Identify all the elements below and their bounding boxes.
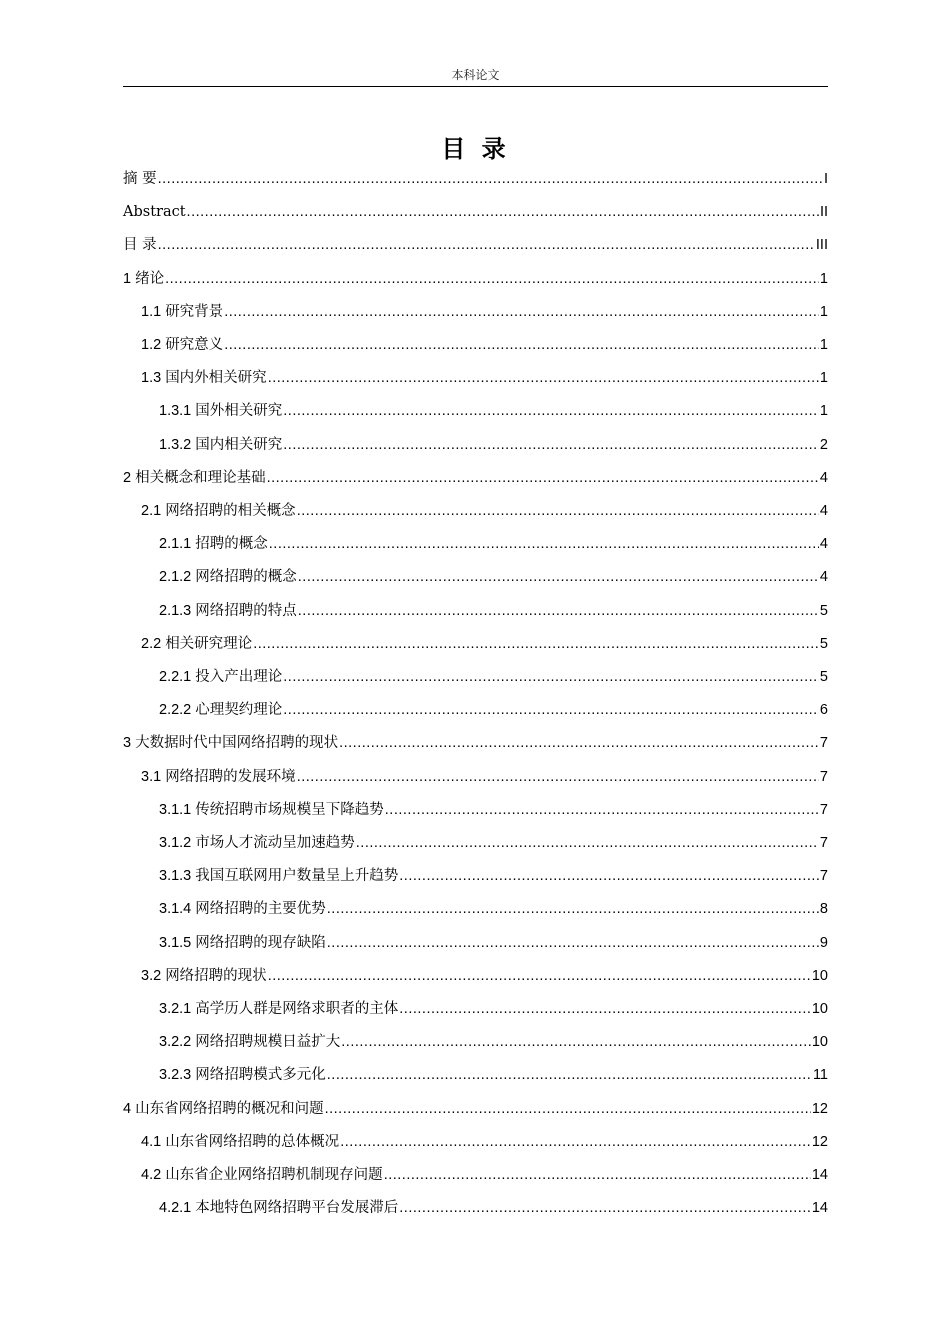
toc-entry-number: 4.2.1 [159, 1200, 196, 1217]
toc-entry-number: 1.1 [141, 303, 166, 320]
toc-entry[interactable] [123, 166, 828, 192]
toc-entry[interactable] [159, 896, 828, 922]
toc-leader-dots [399, 1195, 811, 1221]
toc-entry-label: 目 录 [123, 237, 157, 254]
toc-entry[interactable] [123, 465, 828, 491]
toc-entry[interactable] [159, 930, 828, 956]
toc-entry-number: 4 [123, 1100, 136, 1117]
toc-entry-number: 2.1.1 [159, 536, 196, 553]
toc-entry-number: 2.2.2 [159, 702, 196, 719]
toc-entry-page: 4 [819, 503, 828, 519]
toc-leader-dots [224, 299, 819, 325]
toc-entry-label: 相关研究理论 [165, 635, 253, 652]
toc-entry[interactable] [159, 996, 828, 1022]
toc-entry-page: III [815, 237, 828, 254]
toc-entry-page: 1 [819, 270, 828, 287]
toc-entry[interactable] [123, 730, 828, 756]
toc-entry-page: 4 [819, 569, 828, 586]
toc-entry-label: 网络招聘的主要优势 [195, 901, 326, 918]
toc-entry-page: 4 [819, 469, 828, 486]
toc-entry[interactable] [141, 963, 828, 989]
toc-entry[interactable] [159, 830, 828, 856]
toc-entry-number: 3.1.2 [159, 835, 196, 851]
toc-entry-label: 国外相关研究 [195, 403, 283, 420]
toc-entry-number: 4.2 [141, 1167, 166, 1183]
toc-entry[interactable] [141, 498, 828, 524]
toc-entry-label: 心理契约理论 [195, 702, 283, 719]
toc-leader-dots [267, 465, 819, 491]
toc-entry-page: II [819, 204, 828, 221]
toc-entry-page: 14 [811, 1167, 828, 1183]
toc-entry[interactable] [123, 266, 828, 292]
toc-entry-label: Abstract [123, 204, 186, 221]
toc-entry-page: 1 [819, 337, 828, 353]
toc-entry-label: 网络招聘规模日益扩大 [195, 1034, 341, 1051]
toc-entry-label: 大数据时代中国网络招聘的现状 [135, 735, 339, 752]
toc-entry[interactable] [159, 1195, 828, 1221]
toc-entry-number: 3.1 [141, 768, 166, 785]
toc-leader-dots [399, 863, 819, 889]
toc-leader-dots [298, 598, 819, 624]
toc-entry-page: 7 [819, 768, 828, 785]
toc-entry[interactable] [141, 299, 828, 325]
toc-entry-label: 网络招聘模式多元化 [195, 1067, 326, 1084]
toc-entry-label: 国内相关研究 [195, 436, 283, 453]
toc-entry-number: 3.2.3 [159, 1067, 196, 1084]
toc-entry-label: 研究意义 [165, 337, 224, 353]
toc-entry-page: 12 [811, 1133, 828, 1150]
toc-leader-dots [268, 365, 819, 391]
toc-entry-page: 10 [811, 967, 828, 984]
toc-leader-dots [268, 963, 811, 989]
toc-entry-label: 网络招聘的概念 [195, 569, 297, 586]
toc-entry-page: 7 [819, 801, 828, 818]
toc-entry-label: 投入产出理论 [195, 669, 283, 685]
toc-leader-dots [341, 1029, 811, 1055]
toc-entry-number: 3 [123, 735, 136, 752]
toc-entry-label: 我国互联网用户数量呈上升趋势 [195, 868, 399, 885]
toc-entry-label: 网络招聘的相关概念 [165, 503, 296, 519]
toc-leader-dots [384, 1162, 811, 1188]
toc-entry-page: 7 [819, 735, 828, 752]
toc-entry-number: 2.2 [141, 635, 166, 652]
toc-entry-page: 1 [819, 303, 828, 320]
toc-leader-dots [327, 896, 819, 922]
toc-entry-label: 高学历人群是网络求职者的主体 [195, 1001, 399, 1017]
toc-entry-number: 2.1.3 [159, 602, 196, 619]
toc-entry-page: 5 [819, 602, 828, 619]
toc-entry-label: 网络招聘的现状 [165, 967, 267, 984]
toc-leader-dots [283, 432, 819, 458]
toc-leader-dots [327, 930, 819, 956]
toc-entry-label: 山东省网络招聘的总体概况 [165, 1133, 340, 1150]
toc-entry-number: 2.2.1 [159, 669, 196, 685]
toc-entry[interactable] [123, 1096, 828, 1122]
toc-leader-dots [298, 564, 819, 590]
toc-leader-dots [253, 631, 819, 657]
toc-entry-page: 6 [819, 702, 828, 719]
toc-entry[interactable] [141, 1129, 828, 1155]
toc-entry[interactable] [123, 199, 828, 225]
toc-entry-number: 2.1.2 [159, 569, 196, 586]
toc-entry-page: 5 [819, 669, 828, 685]
toc-entry[interactable] [159, 697, 828, 723]
toc-leader-dots [297, 764, 819, 790]
toc-entry-page: 1 [819, 370, 828, 387]
toc-leader-dots [269, 531, 819, 557]
toc-entry-number: 1.2 [141, 337, 166, 353]
toc-entry-number: 1 [123, 270, 136, 287]
toc-entry-number: 4.1 [141, 1133, 166, 1150]
toc-leader-dots [165, 266, 819, 292]
toc-entry[interactable] [141, 631, 828, 657]
toc-entry-page: I [823, 171, 828, 187]
toc-entry[interactable] [159, 398, 828, 424]
toc-entry-page: 12 [811, 1100, 828, 1117]
toc-entry-number: 3.2.1 [159, 1001, 196, 1017]
toc-entry-number: 1.3.2 [159, 436, 196, 453]
toc-leader-dots [385, 797, 819, 823]
toc-entry-page: 8 [819, 901, 828, 918]
toc-entry-label: 绪论 [135, 270, 165, 287]
header-rule [123, 86, 828, 87]
toc-entry[interactable] [159, 598, 828, 624]
toc-entry-page: 2 [819, 436, 828, 453]
toc-entry-page: 7 [819, 835, 828, 851]
toc-entry-page: 7 [819, 868, 828, 885]
toc-entry-number: 1.3 [141, 370, 166, 387]
toc-title: 目 录 [441, 135, 510, 163]
toc-entry-label: 传统招聘市场规模呈下降趋势 [195, 801, 384, 818]
toc-entry-label: 网络招聘的特点 [195, 602, 297, 619]
toc-entry-label: 山东省企业网络招聘机制现存问题 [165, 1167, 383, 1183]
toc-entry-page: 10 [811, 1001, 828, 1017]
toc-entry[interactable] [159, 863, 828, 889]
toc-entry-number: 3.2.2 [159, 1034, 196, 1051]
toc-entry-label: 市场人才流动呈加速趋势 [195, 835, 355, 851]
toc-entry[interactable] [141, 764, 828, 790]
toc-entry-label: 招聘的概念 [195, 536, 268, 553]
toc-entry-page: 9 [819, 934, 828, 951]
toc-entry[interactable] [159, 564, 828, 590]
toc-entry-label: 网络招聘的发展环境 [165, 768, 296, 785]
toc-leader-dots [187, 199, 819, 225]
toc-entry[interactable] [159, 797, 828, 823]
toc-entry-page: 5 [819, 635, 828, 652]
toc-leader-dots [283, 664, 819, 690]
toc-leader-dots [283, 697, 819, 723]
toc-entry-number: 3.1.1 [159, 801, 196, 818]
toc-entry-number: 2 [123, 469, 136, 486]
toc-entry-page: 4 [819, 536, 828, 553]
toc-entry-number: 1.3.1 [159, 403, 196, 420]
toc-entry-number: 2.1 [141, 503, 166, 519]
toc-leader-dots [339, 730, 819, 756]
toc-entry-label: 研究背景 [165, 303, 224, 320]
toc-entry[interactable] [159, 1029, 828, 1055]
toc-entry-page: 14 [811, 1200, 828, 1217]
toc-entry-page: 11 [812, 1067, 828, 1084]
toc-entry-number: 3.1.3 [159, 868, 196, 885]
page-header: 本科论文 [451, 68, 500, 82]
toc-entry-page: 10 [811, 1034, 828, 1051]
toc-entry[interactable] [159, 432, 828, 458]
toc-leader-dots [224, 332, 819, 358]
toc-leader-dots [158, 166, 823, 192]
toc-entry-label: 网络招聘的现存缺陷 [195, 934, 326, 951]
toc-leader-dots [158, 232, 815, 258]
toc-entry-label: 山东省网络招聘的概况和问题 [135, 1100, 324, 1117]
toc-entry-label: 本地特色网络招聘平台发展滞后 [195, 1200, 399, 1217]
toc-entry-label: 相关概念和理论基础 [135, 469, 266, 486]
toc-entry[interactable] [159, 664, 828, 690]
toc-leader-dots [327, 1062, 812, 1088]
toc-leader-dots [356, 830, 819, 856]
toc-entry-number: 3.1.5 [159, 934, 196, 951]
toc-leader-dots [297, 498, 819, 524]
toc-entry[interactable] [141, 365, 828, 391]
toc-entry[interactable] [141, 1162, 828, 1188]
toc-entry[interactable] [141, 332, 828, 358]
toc-leader-dots [399, 996, 811, 1022]
toc-entry-label: 摘 要 [123, 171, 157, 187]
toc-entry-label: 国内外相关研究 [165, 370, 267, 387]
toc-entry[interactable] [159, 1062, 828, 1088]
toc-leader-dots [325, 1096, 811, 1122]
toc-leader-dots [283, 398, 819, 424]
toc-leader-dots [340, 1129, 811, 1155]
toc-entry-number: 3.1.4 [159, 901, 196, 918]
toc-entry[interactable] [159, 531, 828, 557]
toc-entry-number: 3.2 [141, 967, 166, 984]
toc-entry[interactable] [123, 232, 828, 258]
toc-entry-page: 1 [819, 403, 828, 420]
